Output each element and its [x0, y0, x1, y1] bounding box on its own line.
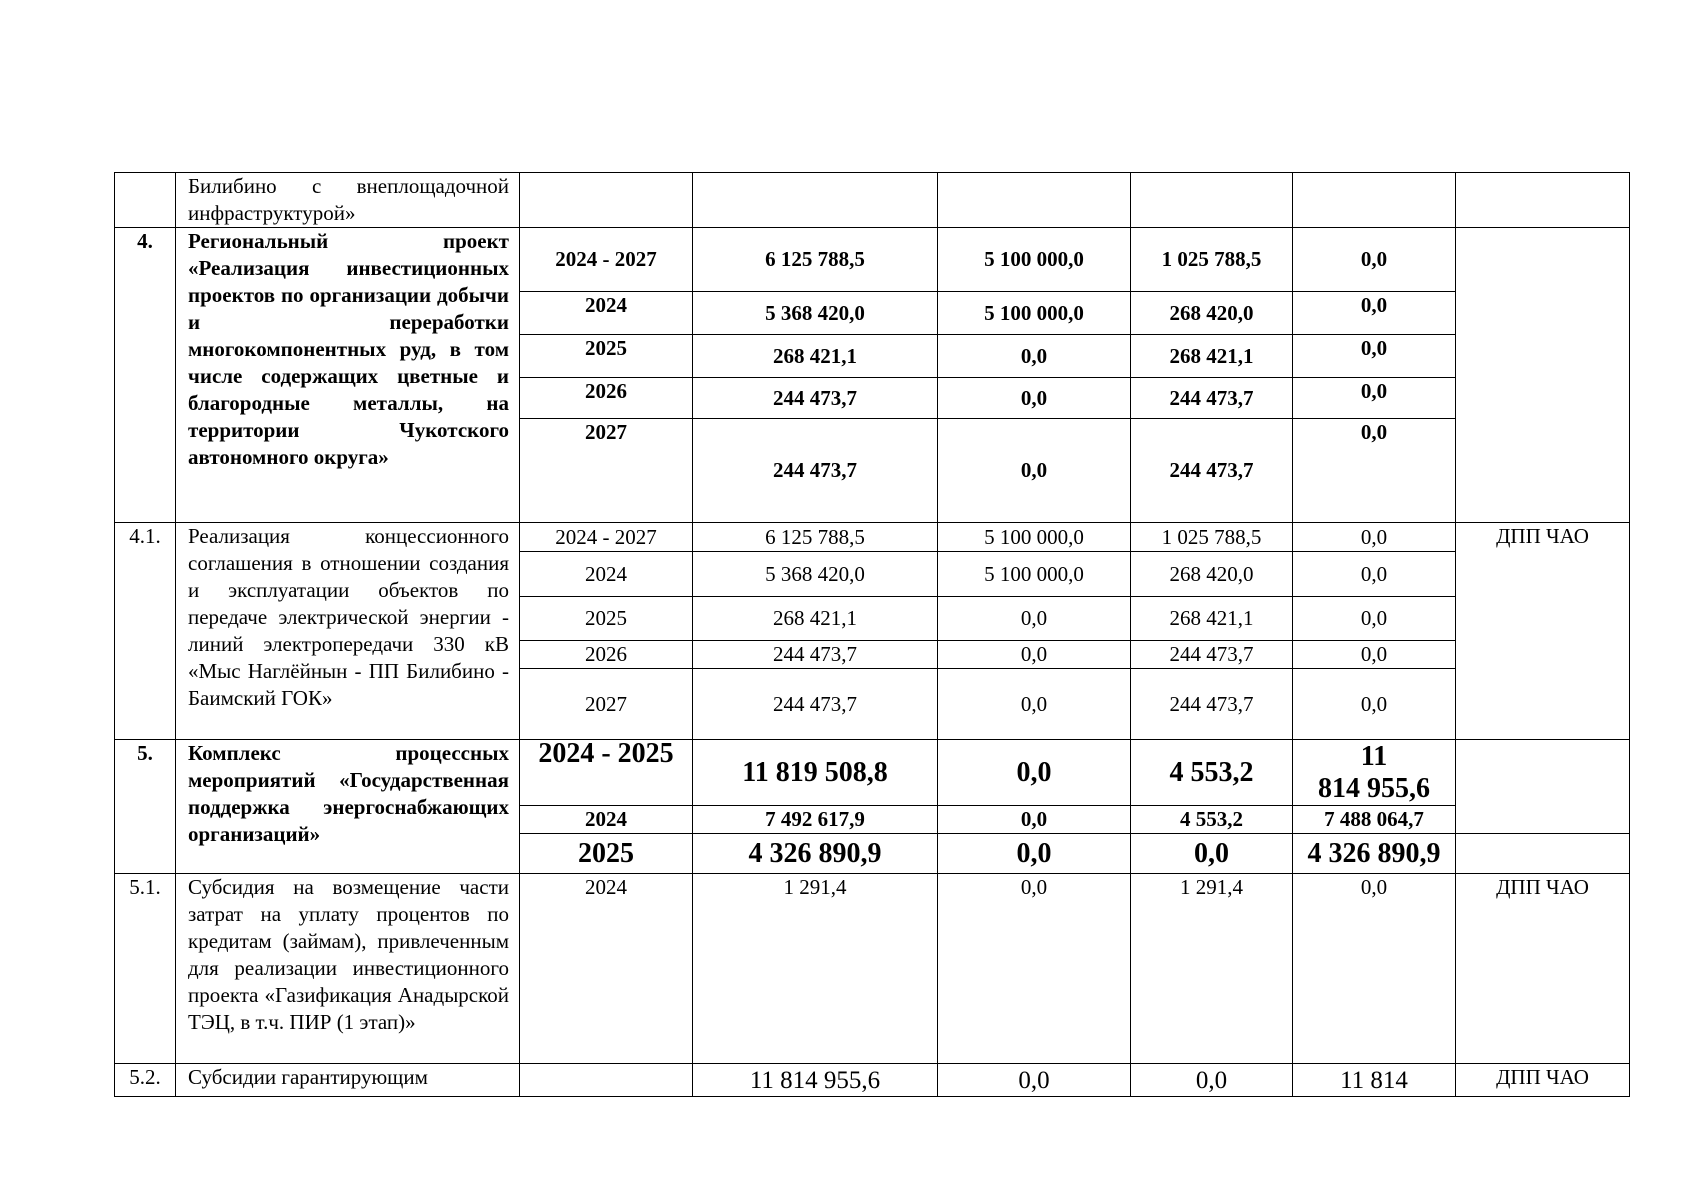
federal-cell: 0,0	[938, 378, 1131, 419]
other-value-line-2: 814 955,6	[1318, 772, 1430, 804]
row-number: 5.	[115, 740, 176, 874]
other-cell: 0,0	[1293, 335, 1456, 378]
period-cell: 2024 - 2027	[520, 228, 693, 292]
row-name: Реализация концессионного соглашения в отношении создания и эксплуатации объектов по передаче электрической энергии - линий электропередачи 330 кВ «Мыс Наглёйнын - ПП Билибино - Баимский ГОК»	[176, 523, 520, 740]
federal-cell: 5 100 000,0	[938, 292, 1131, 335]
period-cell: 2026	[520, 378, 693, 419]
regional-cell: 1 025 788,5	[1131, 523, 1293, 552]
other-cell: 0,0	[1293, 669, 1456, 740]
regional-cell: 244 473,7	[1131, 669, 1293, 740]
other-cell	[1293, 740, 1456, 806]
period-cell: 2024 - 2027	[520, 523, 693, 552]
total-cell: 7 492 617,9	[693, 806, 938, 834]
regional-cell: 268 420,0	[1131, 292, 1293, 335]
total-cell: 6 125 788,5	[693, 523, 938, 552]
total-cell: 4 326 890,9	[693, 834, 938, 874]
regional-cell: 268 420,0	[1131, 552, 1293, 597]
period-cell: 2025	[520, 335, 693, 378]
federal-cell: 0,0	[938, 419, 1131, 523]
total-cell: 268 421,1	[693, 597, 938, 641]
total-cell: 244 473,7	[693, 419, 938, 523]
responsible-cell: ДПП ЧАО	[1456, 1064, 1630, 1097]
federal-cell: 0,0	[938, 597, 1131, 641]
period-cell: 2027	[520, 419, 693, 523]
period-cell: 2024	[520, 552, 693, 597]
table-row	[115, 874, 1630, 1064]
row-name: Региональный проект «Реализация инвестиционных проектов по организации добычи и переработки многокомпонентных руд, в том числе содержащих цветные и благородные металлы, на территории Чукотского автономного округа»	[176, 228, 520, 523]
period-cell	[520, 1064, 693, 1097]
period-cell: 2024	[520, 874, 693, 1064]
other-cell: 0,0	[1293, 419, 1456, 523]
responsible-cell	[1456, 834, 1630, 874]
federal-cell: 5 100 000,0	[938, 552, 1131, 597]
other-cell: 0,0	[1293, 228, 1456, 292]
row-number: 4.1.	[115, 523, 176, 740]
federal-cell: 0,0	[938, 641, 1131, 669]
row-number	[115, 173, 176, 228]
total-cell: 5 368 420,0	[693, 552, 938, 597]
total-cell: 268 421,1	[693, 335, 938, 378]
period-cell: 2025	[520, 597, 693, 641]
regional-cell: 0,0	[1131, 834, 1293, 874]
other-value-line-1: 11	[1360, 740, 1388, 772]
federal-cell: 0,0	[938, 669, 1131, 740]
federal-cell: 0,0	[938, 806, 1131, 834]
federal-cell: 5 100 000,0	[938, 523, 1131, 552]
funding-table	[114, 172, 1630, 1097]
regional-cell: 1 025 788,5	[1131, 228, 1293, 292]
responsible-cell	[1456, 228, 1630, 523]
table-row	[115, 523, 1630, 552]
other-cell: 0,0	[1293, 641, 1456, 669]
total-cell: 244 473,7	[693, 641, 938, 669]
table-row	[115, 173, 1630, 228]
regional-cell: 244 473,7	[1131, 419, 1293, 523]
table-row	[115, 228, 1630, 292]
period-cell: 2024	[520, 292, 693, 335]
regional-cell: 4 553,2	[1131, 806, 1293, 834]
regional-cell: 268 421,1	[1131, 597, 1293, 641]
table-row	[115, 740, 1630, 806]
period-cell: 2024 - 2025	[520, 740, 693, 806]
other-cell: 11 814	[1293, 1064, 1456, 1097]
total-cell: 244 473,7	[693, 669, 938, 740]
responsible-cell	[1456, 740, 1630, 834]
responsible-cell: ДПП ЧАО	[1456, 523, 1630, 740]
total-cell: 244 473,7	[693, 378, 938, 419]
total-cell: 1 291,4	[693, 874, 938, 1064]
other-cell: 7 488 064,7	[1293, 806, 1456, 834]
row-name: Субсидия на возмещение части затрат на уплату процентов по кредитам (займам), привлеченным для реализации инвестиционного проекта «Газификация Анадырской ТЭЦ, в т.ч. ПИР (1 этап)»	[176, 874, 520, 1064]
other-cell: 0,0	[1293, 874, 1456, 1064]
federal-cell: 0,0	[938, 874, 1131, 1064]
row-name: Субсидии гарантирующим	[176, 1064, 520, 1097]
total-cell: 11 819 508,8	[693, 740, 938, 806]
row-number: 4.	[115, 228, 176, 523]
total-cell: 11 814 955,6	[693, 1064, 938, 1097]
total-cell: 5 368 420,0	[693, 292, 938, 335]
federal-cell: 0,0	[938, 740, 1131, 806]
other-cell: 0,0	[1293, 597, 1456, 641]
regional-cell: 4 553,2	[1131, 740, 1293, 806]
regional-cell: 0,0	[1131, 1064, 1293, 1097]
row-number: 5.1.	[115, 874, 176, 1064]
table-row	[115, 1064, 1630, 1097]
federal-cell: 5 100 000,0	[938, 228, 1131, 292]
regional-cell: 268 421,1	[1131, 335, 1293, 378]
federal-cell: 0,0	[938, 1064, 1131, 1097]
total-cell: 6 125 788,5	[693, 228, 938, 292]
federal-cell: 0,0	[938, 335, 1131, 378]
period-cell: 2025	[520, 834, 693, 874]
federal-cell: 0,0	[938, 834, 1131, 874]
regional-cell: 244 473,7	[1131, 378, 1293, 419]
period-cell: 2027	[520, 669, 693, 740]
period-cell: 2026	[520, 641, 693, 669]
row-name: Билибино с внеплощадочной инфраструктурой»	[176, 173, 520, 228]
regional-cell: 1 291,4	[1131, 874, 1293, 1064]
other-cell: 0,0	[1293, 378, 1456, 419]
row-name: Комплекс процессных мероприятий «Государственная поддержка энергоснабжающих организаций»	[176, 740, 520, 874]
other-cell: 4 326 890,9	[1293, 834, 1456, 874]
other-cell: 0,0	[1293, 552, 1456, 597]
row-number: 5.2.	[115, 1064, 176, 1097]
regional-cell: 244 473,7	[1131, 641, 1293, 669]
responsible-cell: ДПП ЧАО	[1456, 874, 1630, 1064]
other-cell: 0,0	[1293, 292, 1456, 335]
period-cell: 2024	[520, 806, 693, 834]
other-cell: 0,0	[1293, 523, 1456, 552]
